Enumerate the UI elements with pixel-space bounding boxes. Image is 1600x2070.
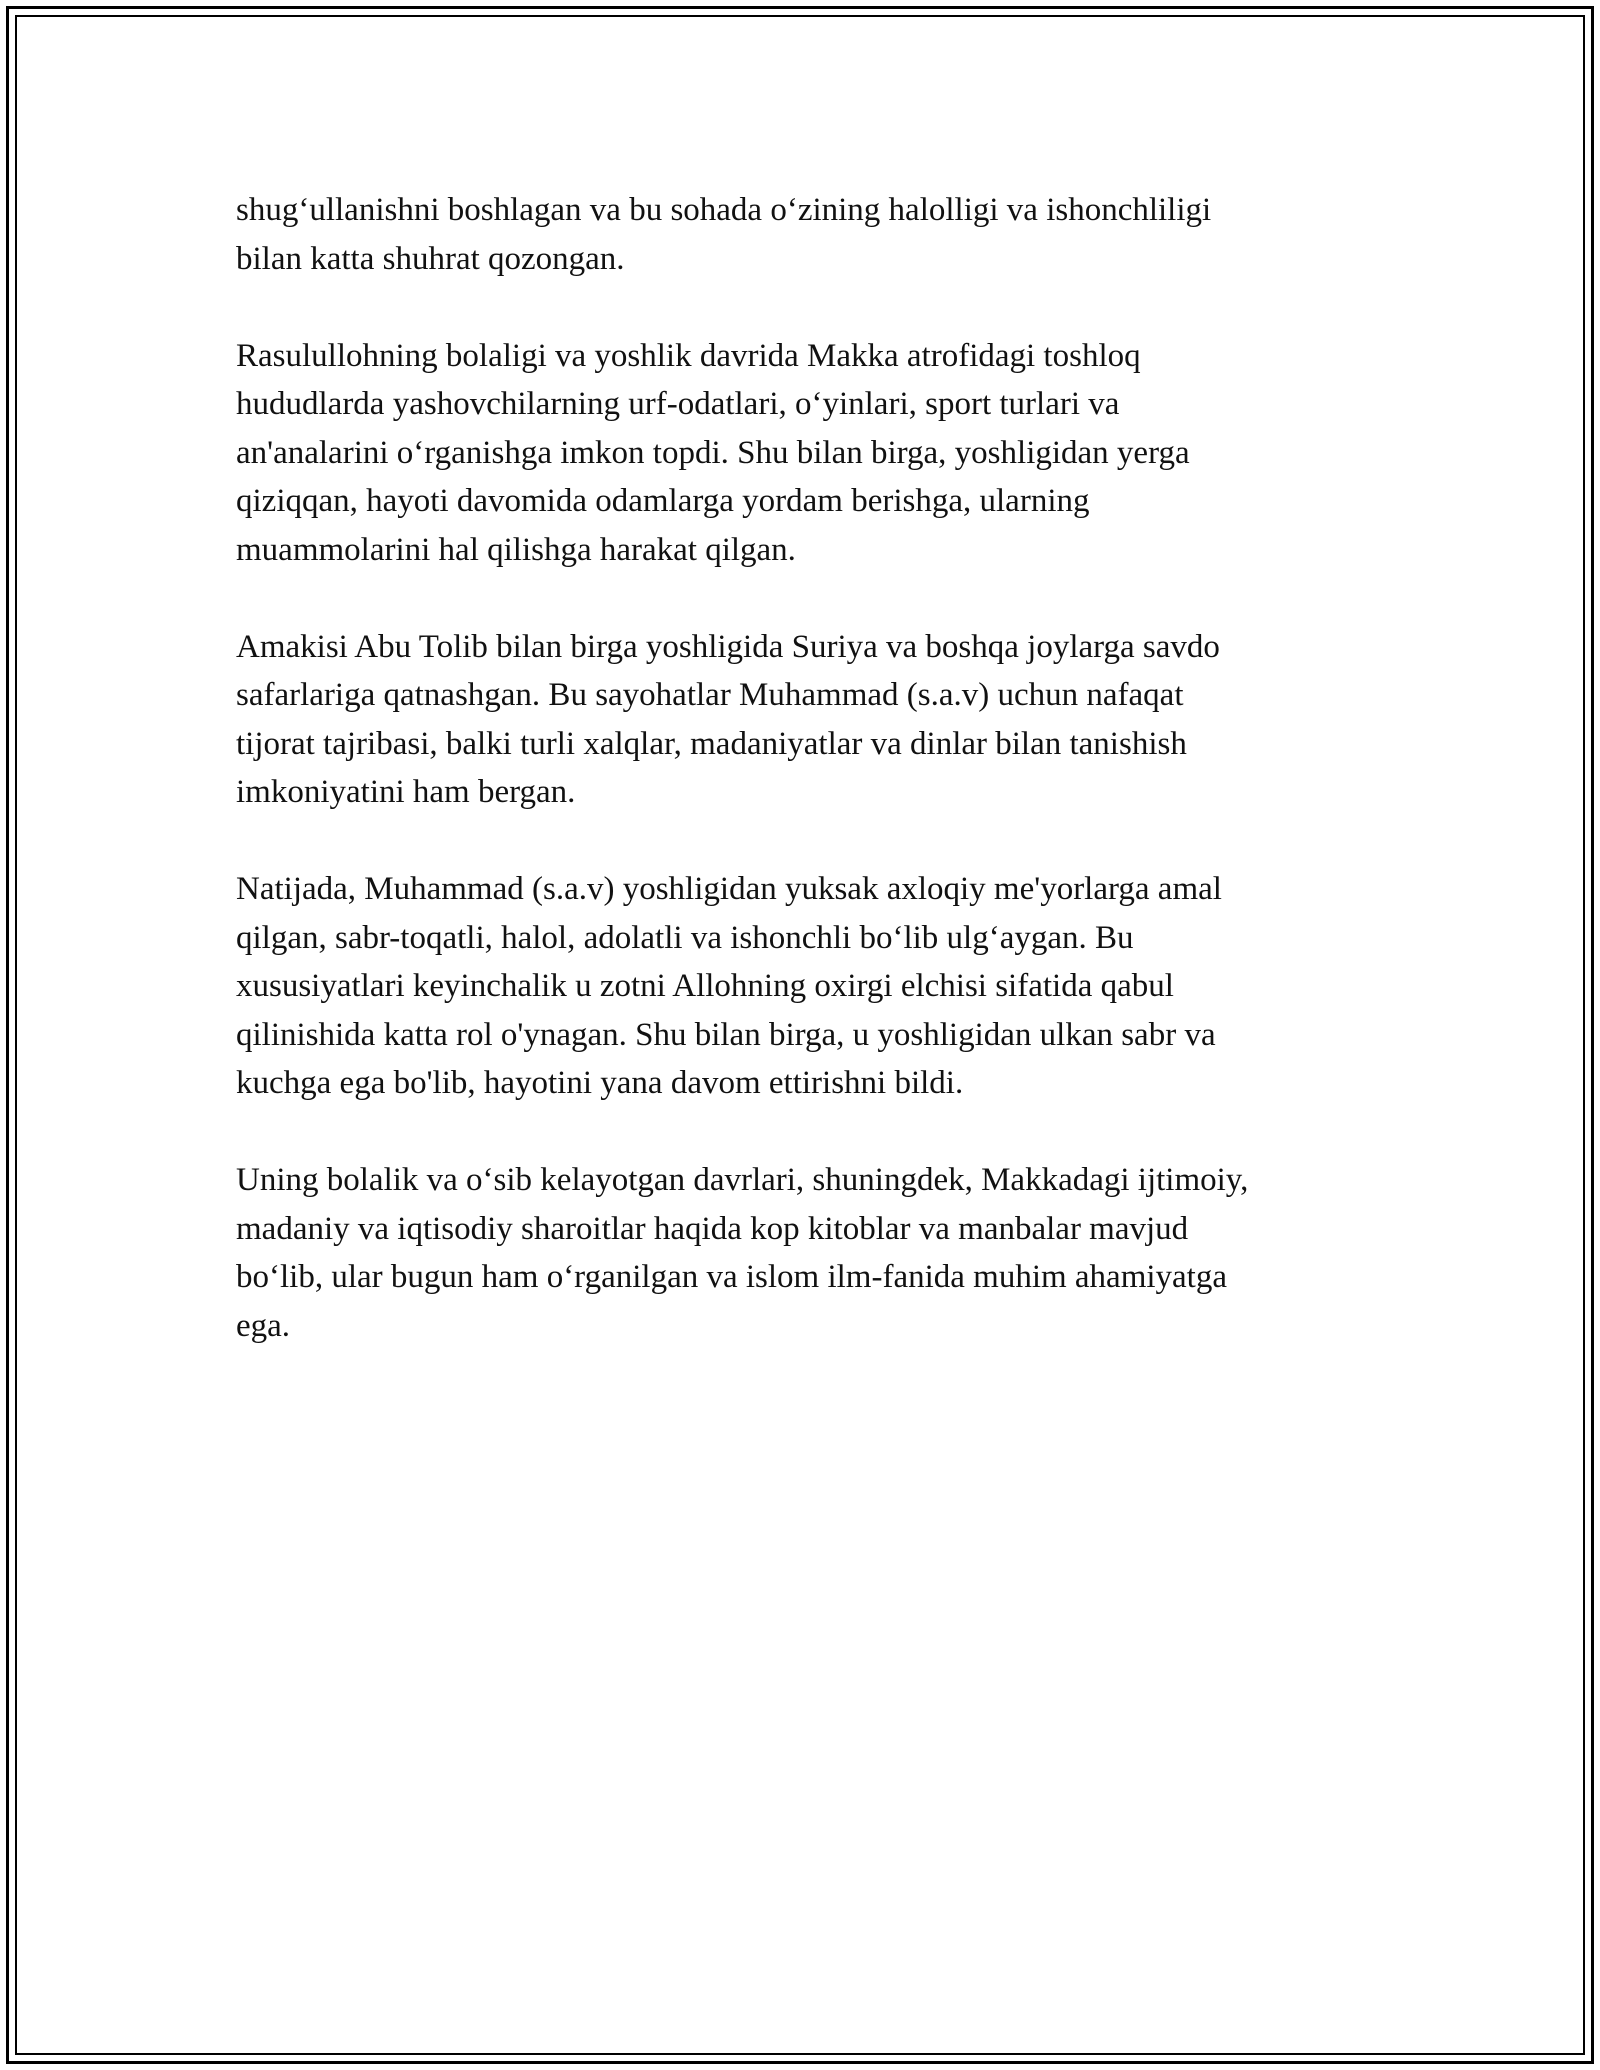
paragraph-1: shug‘ullanishni boshlagan va bu sohada o‘zining halolligi va ishonchliligi bilan katta shuhrat qozongan. (236, 192, 1212, 277)
paragraph-3: Amakisi Abu Tolib bilan birga yoshligida Suriya va boshqa joylarga savdo safarlariga qatnashgan. Bu sayohatlar Muhammad (s.a.v) uchun nafaqat tijorat tajribasi, balki turli xalqlar, madaniyatlar va dinlar bilan tanishish imkoniyatini ham bergan. (236, 628, 1220, 810)
paragraph-2: Rasulullohning bolaligi va yoshlik davrida Makka atrofidagi toshloq hududlarda yashovchilarning urf-odatlari, o‘yinlari, sport turlari va an'analarini o‘rganishga imkon topdi. Shu bilan birga, yoshligidan yerga qiziqqan, hayoti davomida odamlarga yordam berishga, ularning muammolarini hal qilishga harakat qilgan. (236, 337, 1190, 568)
document-body (236, 186, 1416, 1399)
paragraph-5: Uning bolalik va o‘sib kelayotgan davrlari, shuningdek, Makkadagi ijtimoiy, madaniy va iqtisodiy sharoitlar haqida kop kitoblar va manbalar mavjud bo‘lib, ular bugun ham o‘rganilgan va islom ilm-fanida muhim ahamiyatga ega. (236, 1162, 1249, 1344)
paragraph-4: Natijada, Muhammad (s.a.v) yoshligidan yuksak axloqiy me'yorlarga amal qilgan, sabr-toqatli, halol, adolatli va ishonchli bo‘lib ulg‘aygan. Bu xususiyatlari keyinchalik u zotni Allohning oxirgi elchisi sifatida qabul qilinishida katta rol o'ynagan. Shu bilan birga, u yoshligidan ulkan sabr va kuchga ega bo'lib, hayotini yana davom ettirishni bildi. (236, 871, 1222, 1101)
